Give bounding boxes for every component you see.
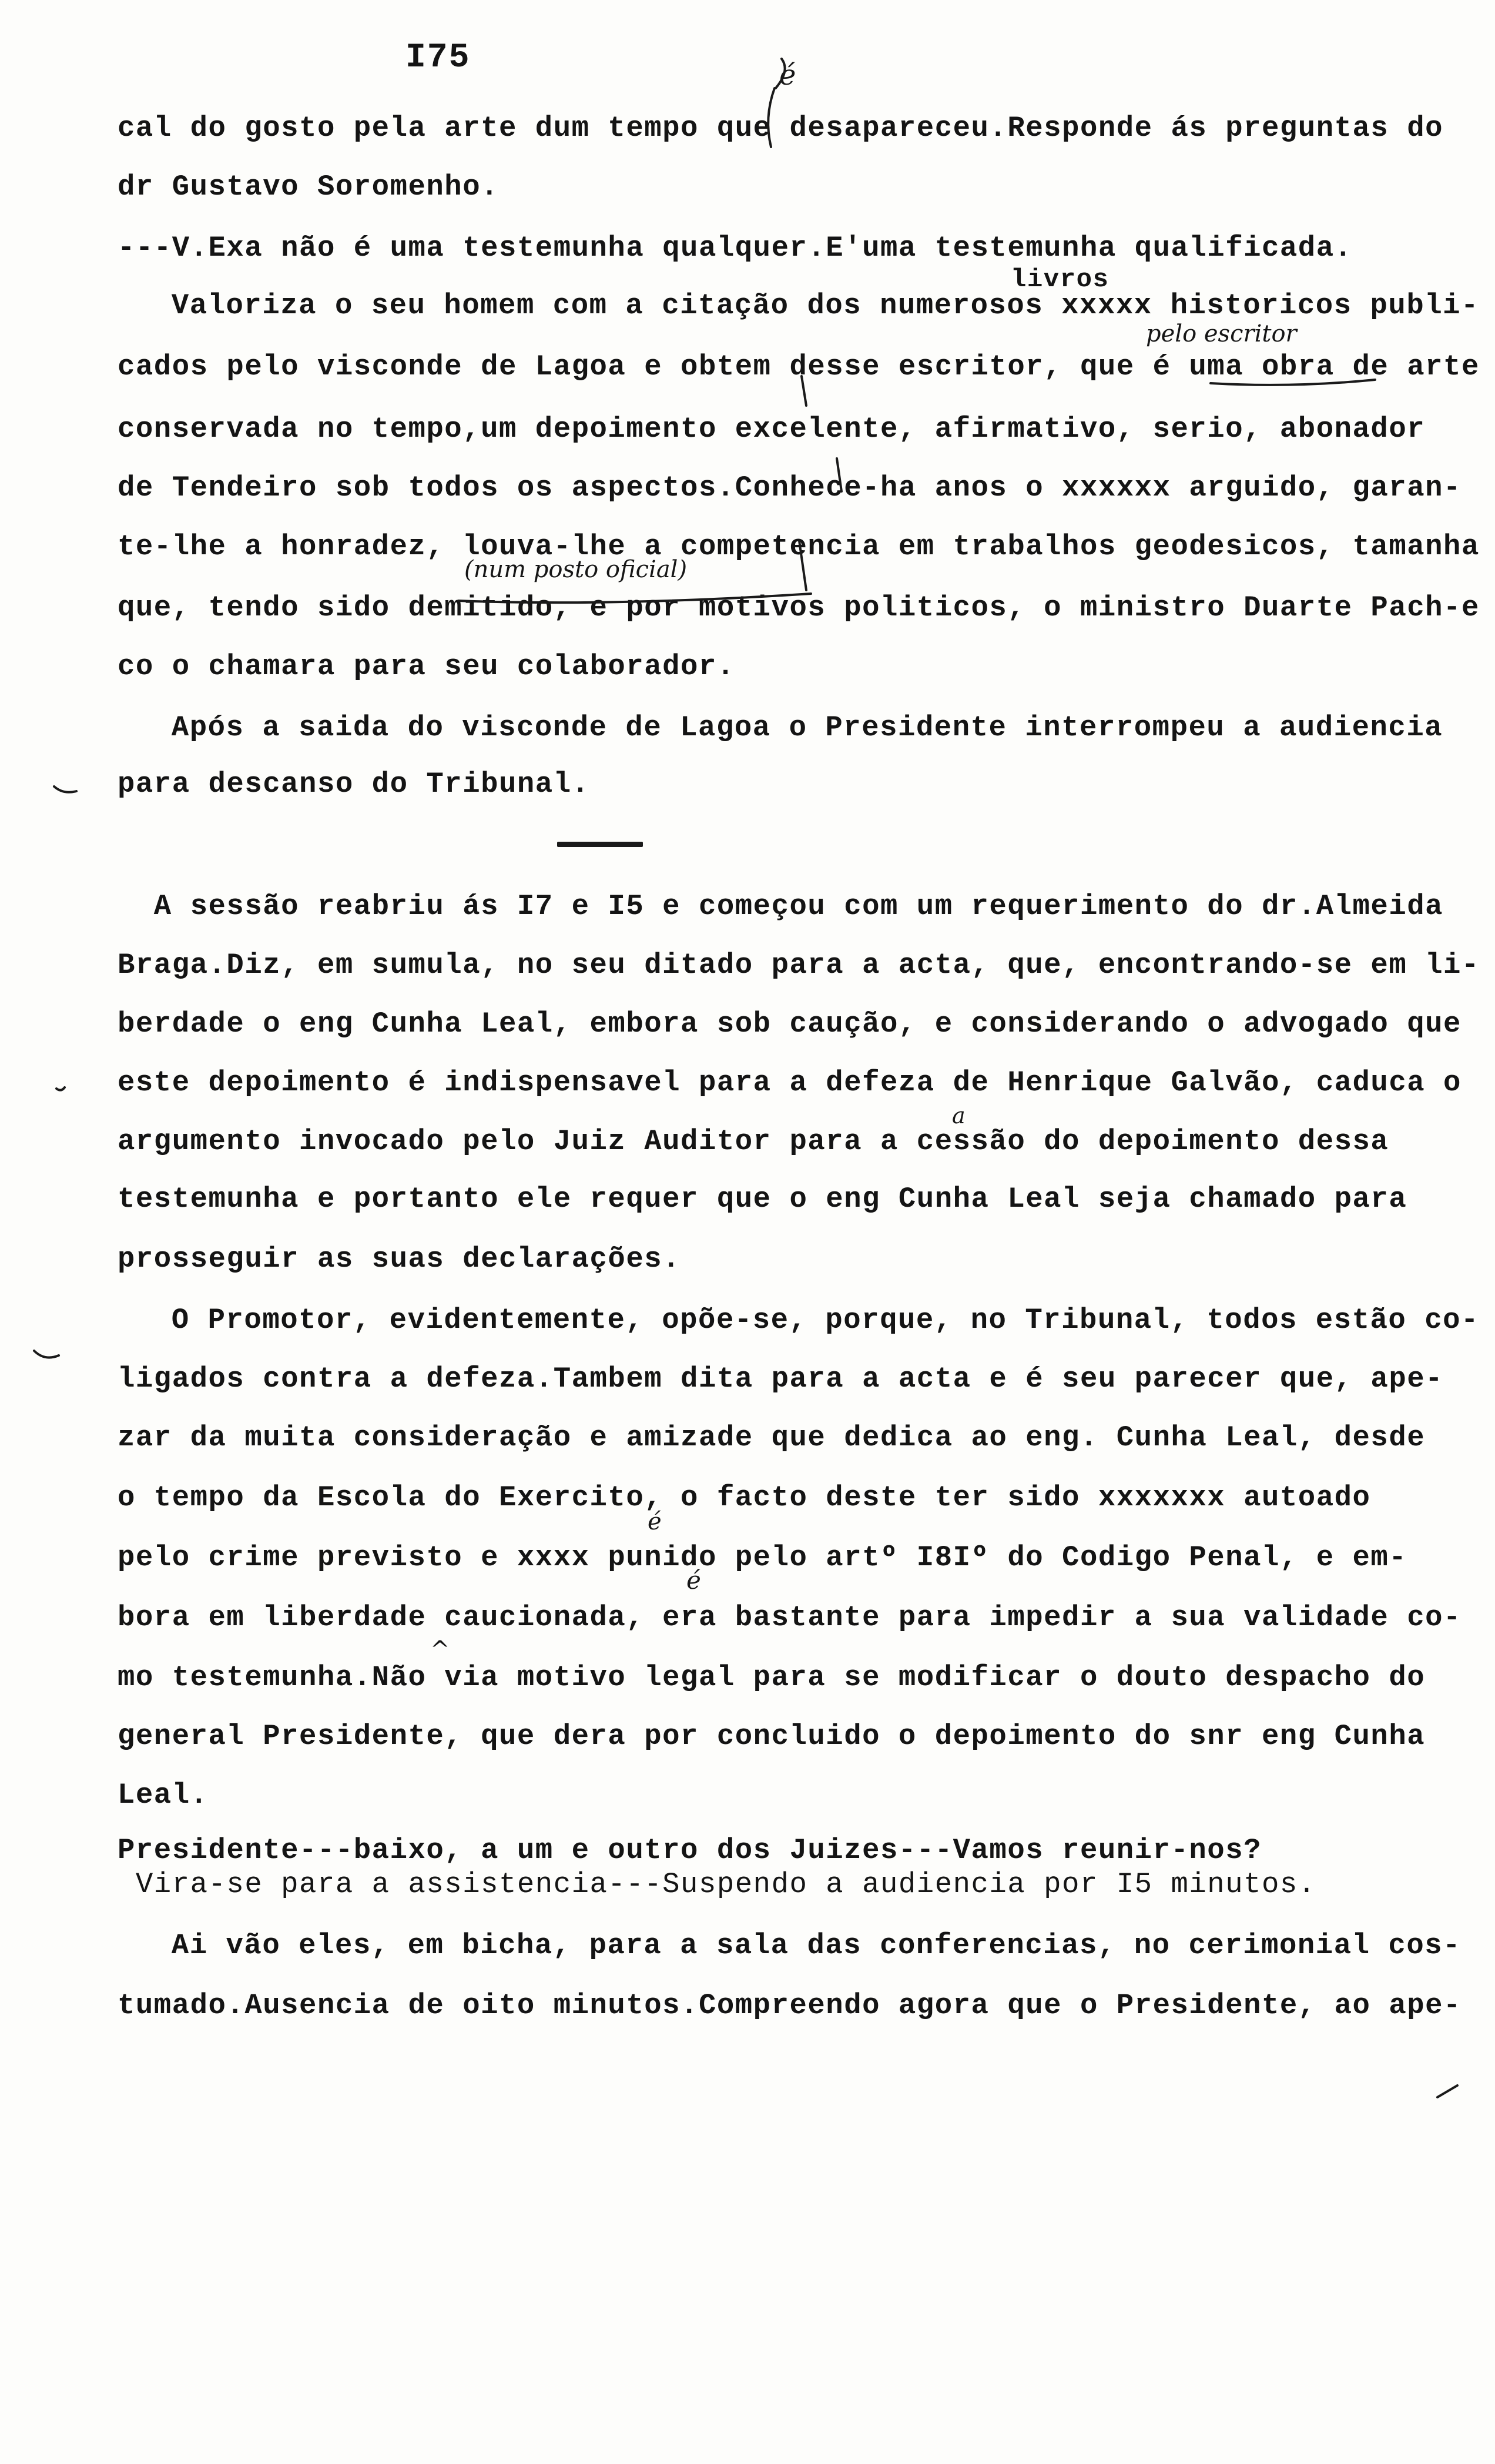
text-line: para descanso do Tribunal. <box>118 768 590 801</box>
text-line: que, tendo sido demitido, e por motivos politicos, o ministro Duarte Pach-e <box>118 591 1480 624</box>
insertion-mark <box>776 59 785 88</box>
text-line: co o chamara para seu colaborador. <box>118 650 735 683</box>
text-line: argumento invocado pelo Juiz Auditor para a cessão do depoimento dessa <box>118 1125 1389 1158</box>
text-line: zar da muita consideração e amizade que dedica ao eng. Cunha Leal, desde <box>118 1421 1426 1454</box>
margin-tick <box>34 1351 59 1358</box>
insertion-mark <box>768 88 775 147</box>
page-number: I75 <box>405 39 471 77</box>
text-line: berdade o eng Cunha Leal, embora sob caução, e considerando o advogado que <box>118 1007 1462 1040</box>
text-line: bora em liberdade caucionada, era bastante para impedir a sua validade co- <box>118 1601 1462 1634</box>
text-line-insert: livros <box>1011 265 1109 294</box>
text-line: testemunha e portanto ele requer que o eng Cunha Leal seja chamado para <box>118 1183 1407 1216</box>
margin-tick <box>1437 2085 1457 2097</box>
text-line: este depoimento é indispensavel para a defeza de Henrique Galvão, caduca o <box>118 1066 1462 1099</box>
handwritten-annotation: (num posto oficial) <box>464 556 688 583</box>
text-line: Após a saida do visconde de Lagoa o Presidente interrompeu a audiencia <box>135 711 1443 744</box>
text-line: tumado.Ausencia de oito minutos.Compreendo agora que o Presidente, ao ape- <box>118 1989 1462 2022</box>
text-line: O Promotor, evidentemente, opõe-se, porque, no Tribunal, todos estão co- <box>135 1304 1479 1337</box>
handwritten-annotation: é <box>779 59 796 92</box>
text-line: Braga.Diz, em sumula, no seu ditado para a acta, que, encontrando-se em li- <box>118 949 1480 982</box>
text-line: conservada no tempo,um depoimento excelente, afirmativo, serio, abonador <box>118 413 1426 446</box>
text-line: Ai vão eles, em bicha, para a sala das conferencias, no cerimonial cos- <box>135 1929 1462 1962</box>
text-line: ---V.Exa não é uma testemunha qualquer.E'uma testemunha qualificada. <box>118 232 1353 265</box>
margin-tick <box>56 1087 65 1090</box>
insertion-mark <box>837 458 842 491</box>
handwritten-annotation: é <box>648 1508 662 1535</box>
text-line: prosseguir as suas declarações. <box>118 1243 681 1275</box>
margin-tick <box>54 786 76 792</box>
text-line: pelo crime previsto e xxxx punido pelo artº I8Iº do Codigo Penal, e em- <box>118 1541 1407 1574</box>
text-line: general Presidente, que dera por concluido o depoimento do snr eng Cunha <box>118 1720 1426 1753</box>
insertion-mark <box>802 376 806 406</box>
text-line: o tempo da Escola do Exercito, o facto deste ter sido xxxxxxx autoado <box>118 1481 1371 1514</box>
handwritten-annotation: é <box>686 1566 701 1595</box>
handwritten-underline <box>1211 380 1375 385</box>
handwritten-annotation: pelo escritor <box>1146 320 1297 347</box>
handwritten-underline <box>458 594 811 602</box>
text-line: A sessão reabriu ás I7 e I5 e começou com um requerimento do dr.Almeida <box>118 890 1444 923</box>
text-line: mo testemunha.Não via motivo legal para se modificar o douto despacho do <box>118 1661 1426 1694</box>
text-line: Valoriza o seu homem com a citação dos numerosos xxxxx historicos publi- <box>135 289 1479 322</box>
text-line: cados pelo visconde de Lagoa e obtem desse escritor, que é uma obra de arte <box>118 350 1480 383</box>
text-line: Leal. <box>118 1779 209 1812</box>
text-line: Vira-se para a assistencia---Suspendo a audiencia por I5 minutos. <box>118 1868 1316 1901</box>
text-line: dr Gustavo Soromenho. <box>118 170 500 203</box>
handwritten-annotation: a <box>952 1103 966 1129</box>
text-line: te-lhe a honradez, louva-lhe a competencia em trabalhos geodesicos, tamanha <box>118 530 1480 563</box>
text-line: Presidente---baixo, a um e outro dos Juizes---Vamos reunir-nos? <box>118 1834 1262 1867</box>
text-line: cal do gosto pela arte dum tempo que desapareceu.Responde ás preguntas do <box>118 112 1444 145</box>
handwritten-annotation: ^ <box>430 1636 450 1663</box>
insertion-mark <box>799 541 806 590</box>
text-line: ligados contra a defeza.Tambem dita para a acta e é seu parecer que, ape- <box>118 1362 1444 1395</box>
text-line: de Tendeiro sob todos os aspectos.Conhece-ha anos o xxxxxx arguido, garan- <box>118 471 1462 504</box>
